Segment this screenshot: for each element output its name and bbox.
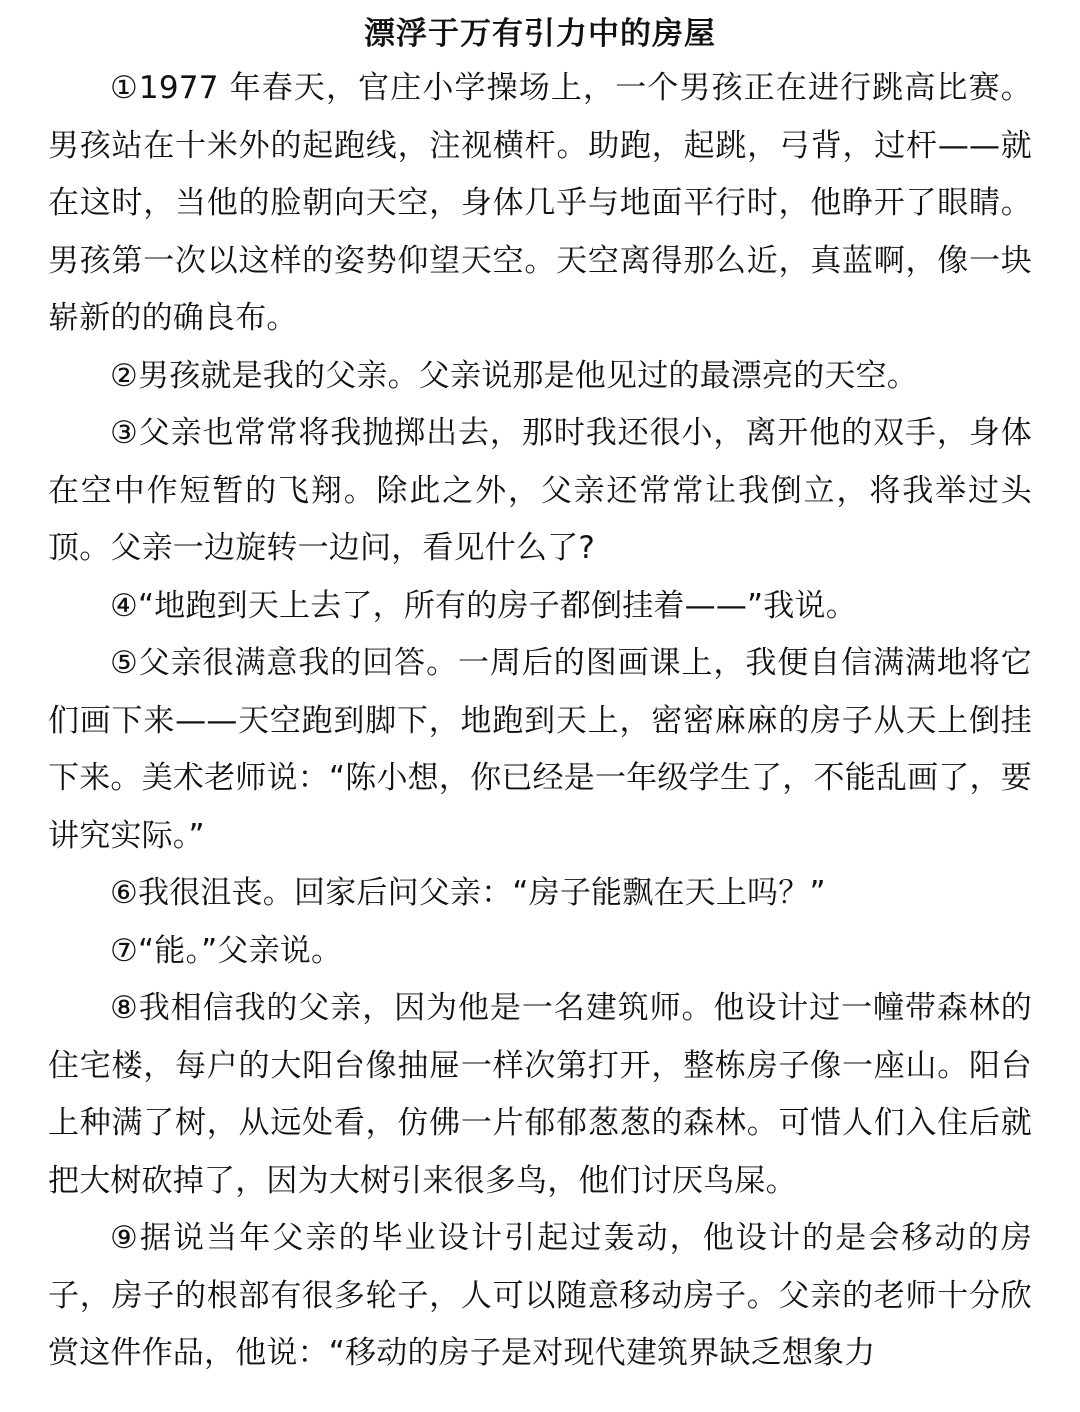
document-title: 漂浮于万有引力中的房屋 — [364, 16, 716, 52]
paragraph-8: ⑧我相信我的父亲，因为他是一名建筑师。他设计过一幢带森林的住宅楼，每户的大阳台像抽屉一样次第打开，整栋房子像一座山。阳台上种满了树，从远处看，仿佛一片郁郁葱葱的森林。可惜人们入住后就把大树砍掉了，因为大树引来很多鸟，他们讨厌鸟屎。 — [48, 990, 1032, 1199]
paragraph-3: ③父亲也常常将我抛掷出去，那时我还很小，离开他的双手，身体在空中作短暂的飞翔。除此之外，父亲还常常让我倒立，将我举过头顶。父亲一边旋转一边问，看见什么了? — [48, 415, 1032, 566]
paragraph-5: ⑤父亲很满意我的回答。一周后的图画课上，我便自信满满地将它们画下来——天空跑到脚下，地跑到天上，密密麻麻的房子从天上倒挂下来。美术老师说：“陈小想，你已经是一年级学生了，不能乱画了，要讲究实际。” — [48, 645, 1032, 854]
paragraph-7: ⑦“能。”父亲说。 — [110, 932, 343, 969]
paragraph-2: ②男孩就是我的父亲。父亲说那是他见过的最漂亮的天空。 — [110, 357, 918, 394]
paragraph-4: ④“地跑到天上去了，所有的房子都倒挂着——”我说。 — [110, 587, 857, 624]
paragraph-9: ⑨据说当年父亲的毕业设计引起过轰动，他设计的是会移动的房子，房子的根部有很多轮子，人可以随意移动房子。父亲的老师十分欣赏这件作品，他说：“移动的房子是对现代建筑界缺乏想象力 — [48, 1220, 1032, 1371]
paragraph-1: ①1977 年春天，官庄小学操场上，一个男孩正在进行跳高比赛。男孩站在十米外的起跑线，注视横杆。助跑，起跳，弓背，过杆——就在这时，当他的脸朝向天空，身体几乎与地面平行时，他睁开了眼睛。男孩第一次以这样的姿势仰望天空。天空离得那么近，真蓝啊，像一块崭新的的确良布。 — [48, 70, 1032, 336]
paragraph-6: ⑥我很沮丧。回家后问父亲：“房子能飘在天上吗？” — [110, 875, 826, 911]
